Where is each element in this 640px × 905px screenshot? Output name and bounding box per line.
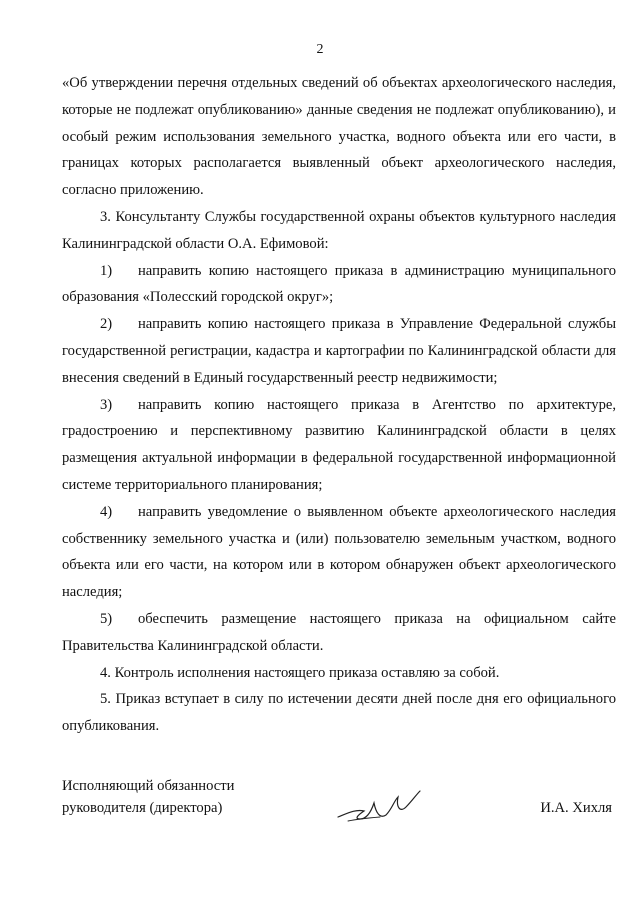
item-text: направить копию настоящего приказа в администрацию муниципального образования «Полесский городской округ»; — [62, 262, 616, 306]
item-text: направить копию настоящего приказа в Управление Федеральной службы государственной регистрации, кадастра и картографии по Калининградской области для внесения сведений в Единый государственный реестр недвижимости; — [62, 316, 616, 386]
section-3-item-5 — [62, 606, 616, 660]
signatory-role-line-1: Исполняющий обязанности — [62, 778, 235, 794]
section-3-item-4 — [62, 499, 616, 606]
section-3-item-2 — [62, 311, 616, 391]
section-5-paragraph: 5. Приказ вступает в силу по истечении десяти дней после дня его официального опубликования. — [62, 691, 616, 735]
signatory-name: И.А. Хихля — [540, 800, 612, 816]
document-body — [62, 70, 616, 740]
signature-block — [62, 775, 616, 835]
section-4-paragraph: 4. Контроль исполнения настоящего приказа оставляю за собой. — [100, 664, 500, 681]
section-3-paragraph: 3. Консультанту Службы государственной охраны объектов культурного наследия Калининградской области О.А. Ефимовой: — [62, 208, 616, 252]
continuation-paragraph: «Об утверждении перечня отдельных сведений об объектах археологического наследия, которые не подлежат опубликованию» данные сведения не подлежат опубликованию), и особый режим использования земельного участка, водного объекта или его части, в границах которых располагается выявленный объект археологического наследия, согласно приложению. — [62, 75, 616, 199]
item-number: 4) — [100, 503, 113, 520]
item-text: обеспечить размещение настоящего приказа на официальном сайте Правительства Калининградской области. — [62, 610, 616, 654]
page-number: 2 — [316, 42, 324, 57]
item-number: 1) — [100, 262, 113, 279]
handwritten-signature — [334, 779, 424, 829]
item-number: 3) — [100, 396, 113, 413]
signatory-role-line-2: руководителя (директора) — [62, 800, 223, 816]
item-number: 2) — [100, 316, 113, 333]
section-3-item-3 — [62, 392, 616, 499]
signatory-role — [62, 775, 234, 819]
item-text: направить копию настоящего приказа в Агентство по архитектуре, градостроению и перспективному развитию Калининградской области в целях размещения актуальной информации в федеральной государственной информационной системе территориального планирования; — [62, 396, 616, 493]
section-3-item-1 — [62, 258, 616, 312]
item-text: направить уведомление о выявленном объекте археологического наследия собственнику земельного участка и (или) пользователю земельным участком, водного объекта или его части, на котором или в котором обнаружен объект археологического наследия; — [62, 503, 616, 601]
item-number: 5) — [100, 610, 113, 627]
